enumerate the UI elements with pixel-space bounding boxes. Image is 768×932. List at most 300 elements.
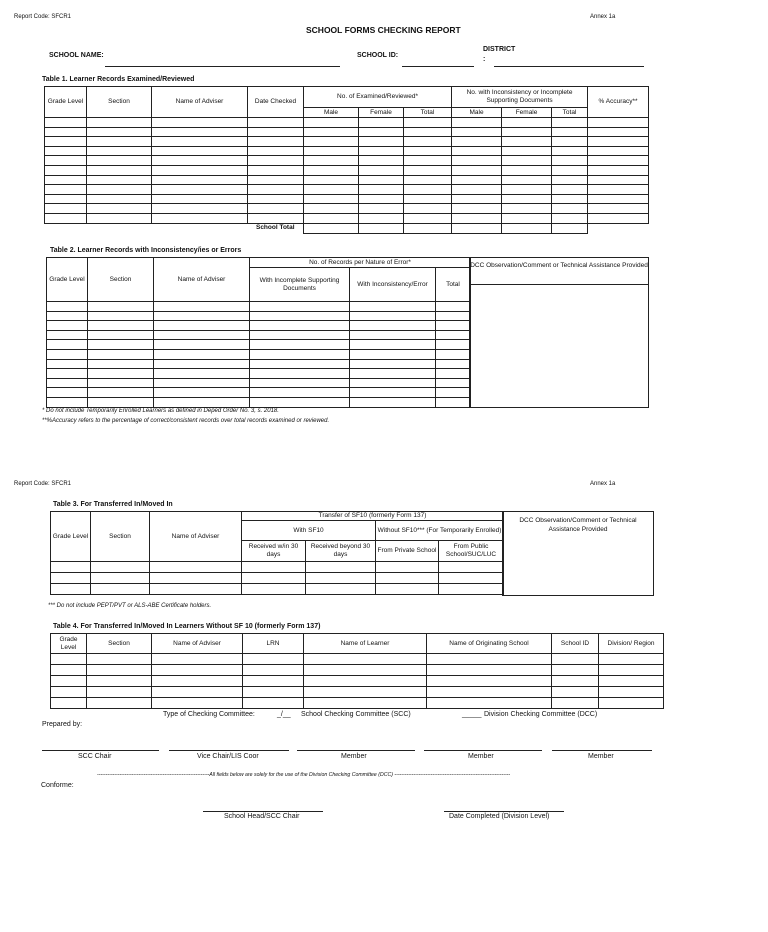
section-header: Section	[91, 512, 150, 562]
table-cell[interactable]	[359, 137, 404, 147]
table-cell[interactable]	[152, 165, 248, 175]
table-cell[interactable]	[88, 340, 154, 350]
table-cell[interactable]	[452, 165, 502, 175]
table-cell[interactable]	[304, 687, 427, 698]
table-cell[interactable]	[376, 573, 439, 584]
table-cell[interactable]	[552, 175, 588, 185]
table-cell[interactable]	[436, 397, 471, 407]
table-cell[interactable]	[250, 378, 350, 388]
date-completed-label: Date Completed (Division Level)	[449, 813, 550, 820]
table-cell[interactable]	[154, 369, 250, 379]
male-header: Male	[452, 108, 502, 118]
table-cell[interactable]	[359, 194, 404, 204]
table-cell[interactable]	[404, 223, 452, 233]
table-cell[interactable]	[552, 127, 588, 137]
table-cell[interactable]	[359, 223, 404, 233]
table-cell[interactable]	[304, 204, 359, 214]
table-cell[interactable]	[152, 665, 243, 676]
table-cell[interactable]	[248, 185, 304, 195]
footnote-pept: *** Do not include PEPT/PVT or ALS-ABE Certificate holders.	[48, 603, 212, 609]
annex-label: Annex 1a	[590, 14, 616, 20]
table-cell[interactable]	[248, 137, 304, 147]
table-cell[interactable]	[452, 185, 502, 195]
table-cell[interactable]	[452, 223, 502, 233]
table-cell[interactable]	[51, 687, 87, 698]
signature-line[interactable]	[169, 750, 289, 751]
table-cell[interactable]	[250, 359, 350, 369]
table-cell[interactable]	[248, 204, 304, 214]
table-cell[interactable]	[87, 127, 152, 137]
table-cell[interactable]	[150, 573, 242, 584]
adviser-header: Name of Adviser	[150, 512, 242, 562]
table-cell[interactable]	[45, 156, 87, 166]
table-cell[interactable]	[51, 654, 87, 665]
table-cell[interactable]	[51, 573, 91, 584]
table-cell[interactable]	[452, 127, 502, 137]
table2-body	[47, 302, 471, 408]
table-cell[interactable]	[47, 330, 88, 340]
table-cell[interactable]	[88, 369, 154, 379]
table-cell[interactable]	[404, 156, 452, 166]
dcc-checkbox[interactable]: _____	[462, 711, 482, 718]
table-row	[45, 165, 649, 175]
within-30-days-header: Received w/in 30 days	[242, 541, 306, 562]
table-cell[interactable]	[404, 213, 452, 223]
table-cell[interactable]	[588, 137, 649, 147]
table-cell[interactable]	[152, 676, 243, 687]
table-cell[interactable]	[45, 137, 87, 147]
table-cell[interactable]	[248, 156, 304, 166]
table-cell[interactable]	[45, 146, 87, 156]
table-cell[interactable]	[599, 687, 664, 698]
table-cell[interactable]	[427, 698, 552, 709]
table-cell[interactable]	[51, 562, 91, 573]
table-cell[interactable]	[304, 676, 427, 687]
table-cell[interactable]	[152, 146, 248, 156]
table-cell[interactable]	[588, 204, 649, 214]
table-cell[interactable]	[152, 185, 248, 195]
table-cell[interactable]	[404, 146, 452, 156]
committee-type-label: Type of Checking Committee:	[163, 711, 255, 718]
table-cell[interactable]	[152, 698, 243, 709]
table-cell[interactable]	[304, 146, 359, 156]
member-label: Member	[468, 753, 494, 760]
table-cell[interactable]	[359, 185, 404, 195]
table-cell[interactable]	[502, 146, 552, 156]
table-cell[interactable]	[304, 223, 359, 233]
table-cell[interactable]	[47, 340, 88, 350]
table-cell[interactable]	[87, 137, 152, 147]
table-cell[interactable]	[350, 349, 436, 359]
table-cell[interactable]	[88, 397, 154, 407]
table-cell[interactable]	[359, 146, 404, 156]
table-cell[interactable]	[304, 665, 427, 676]
table-cell[interactable]	[87, 118, 152, 128]
table-cell[interactable]	[152, 194, 248, 204]
table-cell[interactable]	[242, 584, 306, 595]
table-cell[interactable]	[88, 311, 154, 321]
table-cell[interactable]	[436, 359, 471, 369]
table-cell[interactable]	[404, 165, 452, 175]
member-label: Member	[588, 753, 614, 760]
table-cell[interactable]	[150, 584, 242, 595]
table-cell[interactable]	[436, 311, 471, 321]
table-cell[interactable]	[376, 584, 439, 595]
table-cell[interactable]	[436, 388, 471, 398]
table-cell[interactable]	[152, 127, 248, 137]
table-cell[interactable]	[45, 213, 87, 223]
table-cell[interactable]	[91, 562, 150, 573]
table-cell[interactable]	[51, 676, 87, 687]
table-cell[interactable]	[588, 146, 649, 156]
table-cell[interactable]	[91, 584, 150, 595]
table-cell[interactable]	[599, 676, 664, 687]
table-cell[interactable]	[250, 397, 350, 407]
table-cell[interactable]	[88, 378, 154, 388]
table-cell[interactable]	[552, 676, 599, 687]
table-cell[interactable]	[376, 562, 439, 573]
table-cell[interactable]	[588, 127, 649, 137]
table-cell[interactable]	[588, 194, 649, 204]
table-cell[interactable]	[152, 137, 248, 147]
table-cell[interactable]	[250, 388, 350, 398]
table-cell[interactable]	[404, 137, 452, 147]
table-cell[interactable]	[452, 194, 502, 204]
table-cell[interactable]	[452, 204, 502, 214]
table-cell[interactable]	[502, 204, 552, 214]
table-cell[interactable]	[502, 165, 552, 175]
table-cell[interactable]	[250, 349, 350, 359]
table-cell[interactable]	[87, 687, 152, 698]
table-cell[interactable]	[502, 213, 552, 223]
table-cell[interactable]	[350, 321, 436, 331]
table-cell[interactable]	[350, 388, 436, 398]
table-cell[interactable]	[359, 127, 404, 137]
table-cell[interactable]	[452, 213, 502, 223]
table-cell[interactable]	[154, 349, 250, 359]
table-cell[interactable]	[588, 118, 649, 128]
table1-caption: Table 1. Learner Records Examined/Reviewed	[42, 76, 195, 83]
table-cell[interactable]	[588, 156, 649, 166]
table-cell[interactable]	[306, 562, 376, 573]
table-cell[interactable]	[152, 687, 243, 698]
table-cell[interactable]	[304, 194, 359, 204]
table-cell[interactable]	[47, 311, 88, 321]
table-cell[interactable]	[304, 118, 359, 128]
table-cell[interactable]	[154, 359, 250, 369]
table-cell[interactable]	[87, 185, 152, 195]
table-row	[47, 378, 471, 388]
table-cell[interactable]	[248, 127, 304, 137]
signature-line[interactable]	[297, 750, 415, 751]
table-cell[interactable]	[248, 146, 304, 156]
table-cell[interactable]	[45, 118, 87, 128]
date-checked-header: Date Checked	[248, 87, 304, 118]
table-cell[interactable]	[243, 698, 304, 709]
table-cell[interactable]	[552, 185, 588, 195]
table-cell[interactable]	[436, 369, 471, 379]
table-cell[interactable]	[45, 204, 87, 214]
table-cell[interactable]	[87, 698, 152, 709]
school-name-field[interactable]	[105, 66, 340, 67]
learner-name-header: Name of Learner	[304, 634, 427, 654]
vice-chair-label: Vice Chair/LIS Coor	[197, 753, 259, 760]
table-cell[interactable]	[87, 165, 152, 175]
table-cell[interactable]	[306, 573, 376, 584]
table-cell[interactable]	[404, 175, 452, 185]
table-cell[interactable]	[152, 213, 248, 223]
table-cell[interactable]	[552, 165, 588, 175]
page-title: SCHOOL FORMS CHECKING REPORT	[306, 25, 461, 35]
table-cell[interactable]	[88, 302, 154, 312]
table-cell[interactable]	[152, 654, 243, 665]
table-cell[interactable]	[452, 146, 502, 156]
table-cell[interactable]	[350, 302, 436, 312]
table-cell[interactable]	[88, 349, 154, 359]
table-cell[interactable]	[45, 165, 87, 175]
table-cell[interactable]	[47, 302, 88, 312]
table-cell[interactable]	[51, 665, 87, 676]
table-cell[interactable]	[552, 687, 599, 698]
table-cell[interactable]	[154, 340, 250, 350]
table-cell[interactable]	[243, 665, 304, 676]
school-id-field[interactable]	[402, 66, 474, 67]
table-cell[interactable]	[152, 156, 248, 166]
table-cell[interactable]	[152, 175, 248, 185]
table-cell[interactable]	[452, 175, 502, 185]
table-cell[interactable]	[427, 687, 552, 698]
table-cell[interactable]	[88, 321, 154, 331]
member-label: Member	[341, 753, 367, 760]
table-cell[interactable]	[154, 397, 250, 407]
table-cell[interactable]	[452, 156, 502, 166]
table-cell[interactable]	[404, 204, 452, 214]
table-cell[interactable]	[436, 302, 471, 312]
table-cell[interactable]	[250, 311, 350, 321]
table-cell[interactable]	[502, 127, 552, 137]
table-cell[interactable]	[242, 573, 306, 584]
table-cell[interactable]	[588, 175, 649, 185]
table-cell[interactable]	[45, 175, 87, 185]
table-cell[interactable]	[350, 359, 436, 369]
table-cell[interactable]	[552, 223, 588, 233]
table-cell[interactable]	[248, 213, 304, 223]
table-cell[interactable]	[150, 562, 242, 573]
table-cell[interactable]	[250, 330, 350, 340]
table4-caption: Table 4. For Transferred In/Moved In Learners Without SF 10 (formerly Form 137)	[53, 623, 321, 630]
table-cell[interactable]	[87, 665, 152, 676]
table-cell[interactable]	[599, 665, 664, 676]
table-cell[interactable]	[304, 654, 427, 665]
table-cell[interactable]	[350, 340, 436, 350]
table-cell[interactable]	[552, 146, 588, 156]
district-field[interactable]	[494, 66, 644, 67]
table-cell[interactable]	[304, 165, 359, 175]
table-cell[interactable]	[404, 127, 452, 137]
table-cell[interactable]	[359, 165, 404, 175]
table-cell[interactable]	[88, 388, 154, 398]
table-cell[interactable]	[248, 118, 304, 128]
signature-line[interactable]	[424, 750, 542, 751]
table-cell[interactable]	[436, 321, 471, 331]
table-cell[interactable]	[552, 118, 588, 128]
table-cell[interactable]	[588, 185, 649, 195]
table-cell[interactable]	[599, 698, 664, 709]
table-cell[interactable]	[248, 175, 304, 185]
table-cell[interactable]	[439, 562, 504, 573]
table-cell[interactable]	[359, 213, 404, 223]
signature-line[interactable]	[444, 811, 564, 812]
signature-line[interactable]	[203, 811, 323, 812]
table-cell[interactable]	[359, 156, 404, 166]
table-cell[interactable]	[154, 330, 250, 340]
table-cell[interactable]	[552, 665, 599, 676]
table-cell[interactable]	[552, 137, 588, 147]
table-cell[interactable]	[154, 321, 250, 331]
table-cell[interactable]	[502, 118, 552, 128]
table-cell[interactable]	[350, 378, 436, 388]
table-cell[interactable]	[87, 654, 152, 665]
table-cell[interactable]	[404, 118, 452, 128]
table-cell[interactable]	[502, 185, 552, 195]
table-cell[interactable]	[45, 127, 87, 137]
table-cell[interactable]	[304, 156, 359, 166]
table-cell[interactable]	[242, 562, 306, 573]
table-cell[interactable]	[87, 213, 152, 223]
table-cell[interactable]	[87, 194, 152, 204]
table-cell[interactable]	[47, 359, 88, 369]
table-cell[interactable]	[152, 204, 248, 214]
table-cell[interactable]	[552, 213, 588, 223]
signature-line[interactable]	[552, 750, 652, 751]
table-cell[interactable]	[304, 213, 359, 223]
table-cell[interactable]	[350, 311, 436, 321]
table-cell[interactable]	[250, 302, 350, 312]
school-id-header: School ID	[552, 634, 599, 654]
table-cell[interactable]	[427, 676, 552, 687]
table-cell[interactable]	[552, 698, 599, 709]
table-cell[interactable]	[152, 118, 248, 128]
table-cell[interactable]	[588, 165, 649, 175]
table-cell[interactable]	[359, 175, 404, 185]
dcc-observation-box[interactable]	[469, 257, 649, 408]
table-cell[interactable]	[250, 321, 350, 331]
table-cell[interactable]	[250, 340, 350, 350]
table-cell[interactable]	[47, 378, 88, 388]
total-header: Total	[552, 108, 588, 118]
table-cell[interactable]	[47, 349, 88, 359]
table-cell[interactable]	[51, 584, 91, 595]
scc-option-label: School Checking Committee (SCC)	[301, 711, 411, 718]
dcc-observation-box[interactable]	[502, 511, 654, 596]
table-cell[interactable]	[154, 388, 250, 398]
table-cell[interactable]	[502, 156, 552, 166]
table3	[50, 511, 504, 595]
table-cell[interactable]	[88, 359, 154, 369]
table-cell[interactable]	[47, 369, 88, 379]
table-cell[interactable]	[87, 156, 152, 166]
table-cell[interactable]	[552, 204, 588, 214]
table-cell[interactable]	[304, 175, 359, 185]
table-row	[51, 573, 504, 584]
adviser-header: Name of Adviser	[154, 258, 250, 302]
table-cell[interactable]	[45, 185, 87, 195]
dcc-observation-header: DCC Observation/Comment or Technical Assistance Provided	[470, 258, 648, 285]
table-cell[interactable]	[51, 698, 87, 709]
table-cell[interactable]	[502, 223, 552, 233]
table-cell[interactable]	[350, 397, 436, 407]
table-cell[interactable]	[243, 687, 304, 698]
table-cell[interactable]	[436, 349, 471, 359]
table-cell[interactable]	[599, 654, 664, 665]
table-cell[interactable]	[47, 397, 88, 407]
table-cell[interactable]	[588, 213, 649, 223]
table-cell[interactable]	[404, 194, 452, 204]
table-cell[interactable]	[304, 137, 359, 147]
signature-line[interactable]	[42, 750, 159, 751]
table-cell[interactable]	[452, 118, 502, 128]
table-cell[interactable]	[154, 311, 250, 321]
table-cell[interactable]	[154, 378, 250, 388]
table-cell[interactable]	[350, 369, 436, 379]
table-cell[interactable]	[306, 584, 376, 595]
table-row	[45, 194, 649, 204]
table-cell[interactable]	[243, 676, 304, 687]
table-cell[interactable]	[87, 204, 152, 214]
table-cell[interactable]	[552, 194, 588, 204]
table-cell[interactable]	[427, 665, 552, 676]
table-cell[interactable]	[502, 194, 552, 204]
table-row	[51, 676, 664, 687]
table-row	[47, 311, 471, 321]
table-cell[interactable]	[359, 118, 404, 128]
table-cell[interactable]	[304, 698, 427, 709]
table-cell[interactable]	[248, 165, 304, 175]
table-cell[interactable]	[552, 156, 588, 166]
table-cell[interactable]	[502, 175, 552, 185]
table-cell[interactable]	[47, 321, 88, 331]
table-cell[interactable]	[436, 340, 471, 350]
table-cell[interactable]	[404, 185, 452, 195]
table-cell[interactable]	[452, 137, 502, 147]
table-cell[interactable]	[439, 573, 504, 584]
table-cell[interactable]	[87, 146, 152, 156]
table-cell[interactable]	[427, 654, 552, 665]
table-cell[interactable]	[88, 330, 154, 340]
scc-checkbox[interactable]: _/__	[277, 711, 291, 718]
table2	[46, 257, 471, 408]
table-cell[interactable]	[87, 676, 152, 687]
table-cell[interactable]	[304, 185, 359, 195]
inconsistency-header: No. with Inconsistency or Incomplete Supporting Documents	[452, 87, 588, 108]
table-cell[interactable]	[436, 378, 471, 388]
table-cell[interactable]	[91, 573, 150, 584]
table-cell[interactable]	[350, 330, 436, 340]
table-cell[interactable]	[47, 388, 88, 398]
table-cell[interactable]	[502, 137, 552, 147]
table-cell[interactable]	[250, 369, 350, 379]
table-cell[interactable]	[243, 654, 304, 665]
table-cell[interactable]	[436, 330, 471, 340]
table-cell[interactable]	[552, 654, 599, 665]
table-cell[interactable]	[87, 175, 152, 185]
table-cell[interactable]	[248, 194, 304, 204]
table-cell[interactable]	[359, 204, 404, 214]
table-cell[interactable]	[304, 127, 359, 137]
table-cell[interactable]	[439, 584, 504, 595]
table-cell[interactable]	[154, 302, 250, 312]
table-cell[interactable]	[45, 194, 87, 204]
